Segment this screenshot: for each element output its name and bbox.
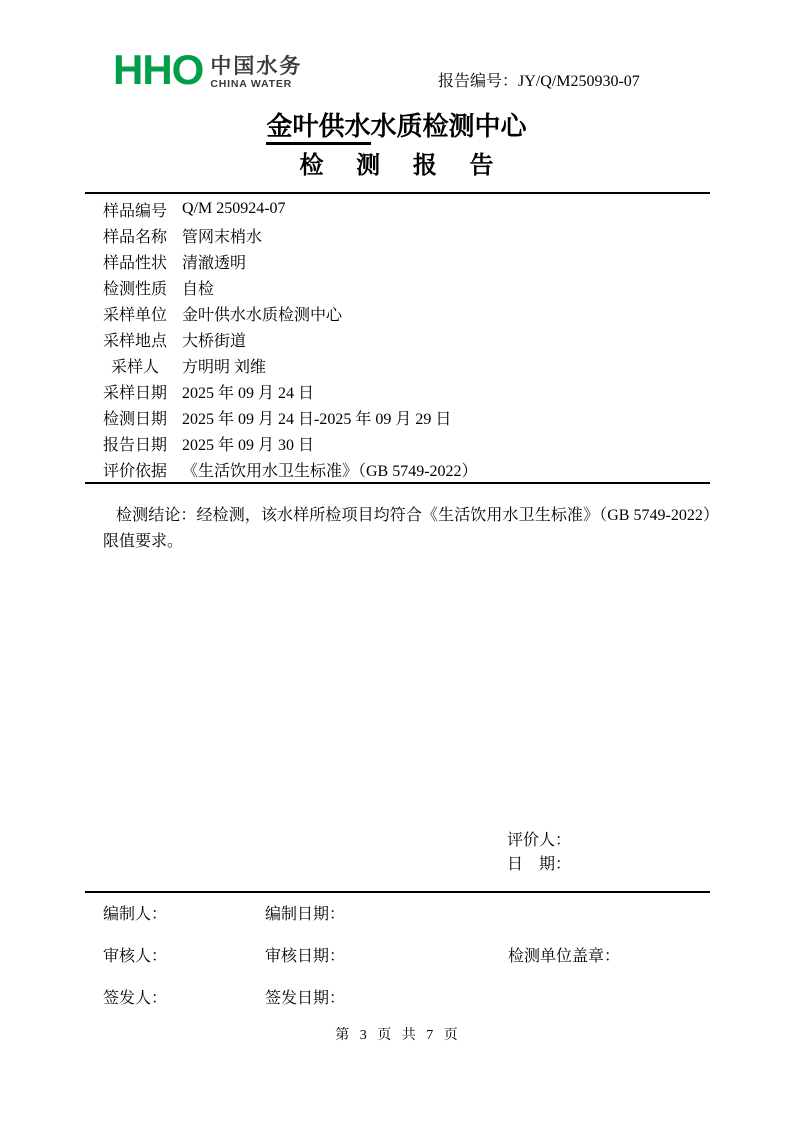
info-row-label: 采样日期 (103, 384, 168, 402)
divider-top (85, 192, 710, 194)
info-row (103, 352, 710, 378)
evaluator-block (507, 829, 571, 877)
info-row-value: 2025 年 09 月 30 日 (182, 436, 315, 454)
conclusion-text: 检测结论：经检测，该水样所检项目均符合《生活饮用水卫生标准》（GB 5749-2022）限值要求。 (103, 507, 711, 550)
info-row-value: 管网末梢水 (182, 228, 263, 246)
evaluator-date-label: 日 期： (507, 856, 572, 873)
info-row (103, 430, 710, 456)
info-list (103, 196, 710, 482)
info-row-value: 清澈透明 (182, 254, 247, 272)
logo-hho-icon: HHO (113, 46, 204, 93)
info-row-label: 检测性质 (103, 280, 168, 298)
signoff-date-label: 编制日期： (265, 906, 346, 923)
signoff-person-label: 编制人： (103, 906, 168, 923)
info-row-label: 采样单位 (103, 306, 168, 324)
report-number (438, 68, 640, 91)
info-row (103, 326, 710, 352)
info-row (103, 378, 710, 404)
info-row (103, 196, 710, 222)
logo-chinese-name: 中国水务 (210, 55, 303, 78)
signoff-row (103, 985, 710, 1027)
signoff-stamp-label: 检测单位盖章： (508, 948, 621, 965)
info-row (103, 248, 710, 274)
center-title-rest: 水质检测中心 (370, 111, 527, 141)
info-row-value: 方明明 刘维 (182, 358, 267, 376)
info-row (103, 456, 710, 482)
info-row-label: 检测日期 (103, 410, 168, 428)
info-row-value: 自检 (182, 280, 215, 298)
signoff-section (103, 901, 710, 1027)
info-row-label: 评价依据 (103, 462, 168, 480)
signoff-row (103, 943, 710, 985)
report-number-label: 报告编号： (438, 73, 519, 90)
divider-bottom (85, 891, 710, 893)
info-row (103, 300, 710, 326)
report-number-value: JY/Q/M250930-07 (518, 73, 640, 90)
info-row (103, 222, 710, 248)
info-row-value: 金叶供水水质检测中心 (182, 306, 343, 324)
info-row-label: 样品名称 (103, 228, 168, 246)
divider-middle (85, 482, 710, 484)
info-row-label: 报告日期 (103, 436, 168, 454)
signoff-person-label: 签发人： (103, 990, 168, 1007)
logo-names (210, 55, 302, 90)
signoff-row (103, 901, 710, 943)
logo-english-name: CHINA WATER (210, 78, 293, 90)
center-title-underlined: 金叶供水 (266, 111, 370, 145)
signoff-date-label: 签发日期： (265, 990, 346, 1007)
company-logo (113, 48, 302, 92)
center-title (0, 111, 793, 141)
info-row-value: 2025 年 09 月 24 日 (182, 384, 315, 402)
report-title: 检 测 报 告 (299, 152, 507, 179)
info-row-label: 采样人 (110, 358, 159, 376)
info-row-value: 2025 年 09 月 24 日-2025 年 09 月 29 日 (182, 410, 452, 428)
info-row (103, 274, 710, 300)
info-row-label: 样品性状 (103, 254, 168, 272)
info-row-value: Q/M 250924-07 (182, 200, 286, 217)
signoff-person-label: 审核人： (103, 948, 168, 965)
info-row-value: 《生活饮用水卫生标准》（GB 5749-2022） (182, 462, 478, 480)
info-row-value: 大桥街道 (182, 332, 247, 350)
page-number: 第 3 页 共 7 页 (335, 1028, 458, 1043)
evaluator-label: 评价人： (507, 832, 572, 849)
info-row (103, 404, 710, 430)
info-row-label: 样品编号 (103, 202, 168, 220)
signoff-date-label: 审核日期： (265, 948, 346, 965)
info-row-label: 采样地点 (103, 332, 168, 350)
